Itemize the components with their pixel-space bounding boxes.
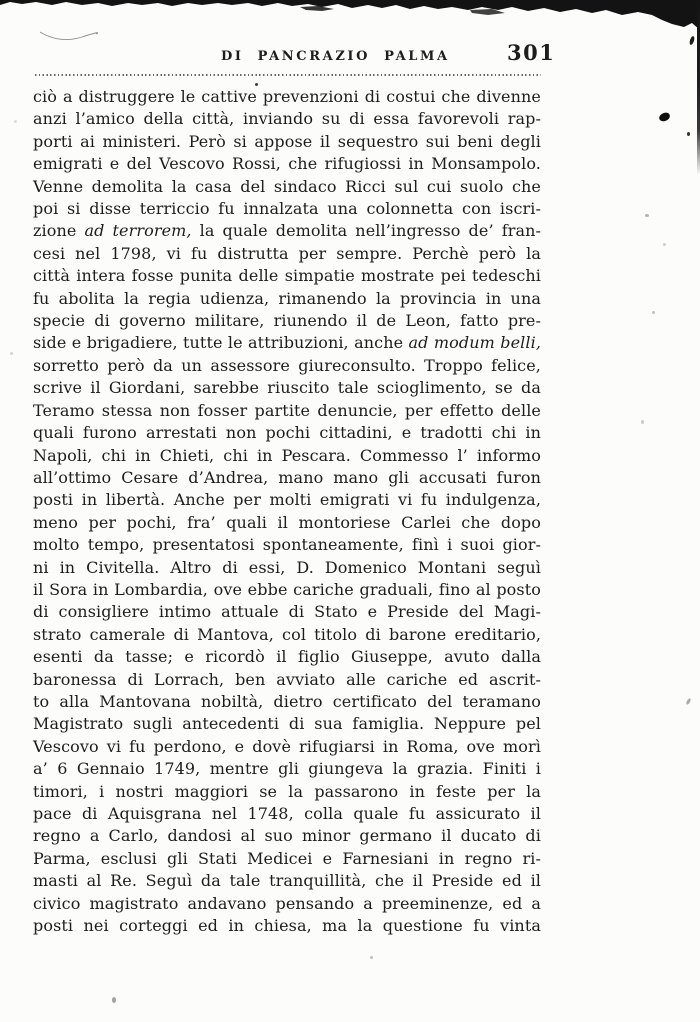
text-segment: baronessa di Lorrach, ben avviato alle cariche ed ascrit- (33, 669, 541, 689)
text-segment: quali furono arrestati non pochi cittadini, e tradotti chi in (33, 423, 541, 443)
text-segment: fu abolita la regia udienza, rimanendo la provincia in una (33, 288, 541, 308)
page-number: 301 (507, 40, 556, 65)
text-segment: posti nei corteggi ed in chiesa, ma la questione fu vinta (33, 916, 541, 936)
text-line (33, 131, 541, 153)
text-segment: Teramo stessa non fosser partite denuncie, per effetto delle (33, 400, 541, 420)
text-segment: all’ottimo Cesare d’Andrea, mano mano gli accusati furon (33, 467, 541, 487)
text-line (33, 377, 541, 399)
text-segment: Vescovo vi fu perdono, e dovè rifugiarsi in Roma, ove morì (33, 736, 541, 756)
text-segment: porti ai ministeri. Però si appose il sequestro sui beni degli (33, 131, 541, 151)
text-line (33, 781, 541, 803)
scan-artifact-hair-mark (38, 24, 98, 48)
text-line (33, 86, 541, 108)
ink-speck (641, 420, 644, 424)
text-line (33, 422, 541, 444)
text-line (33, 445, 541, 467)
text-line (33, 467, 541, 489)
text-line (33, 220, 541, 242)
text-line (33, 691, 541, 713)
text-line (33, 669, 541, 691)
text-segment: timori, i nostri maggiori se la passarono in feste per la (33, 781, 541, 801)
body-text (33, 86, 541, 937)
text-segment: poi si disse terriccio fu innalzata una colonnetta con iscri- (33, 199, 541, 219)
text-segment: emigrati e del Vescovo Rossi, che rifugiossi in Monsampolo. (33, 154, 541, 174)
italic-text-segment: ad modum belli, (408, 333, 542, 353)
text-line (33, 557, 541, 579)
ink-speck (658, 112, 671, 122)
text-line (33, 176, 541, 198)
text-segment: la quale demolita nell’ingresso de’ fran- (191, 221, 542, 241)
text-segment: scrive il Giordani, sarebbe riuscito tale scioglimento, se da (33, 378, 541, 398)
text-line (33, 198, 541, 220)
ink-speck (14, 120, 17, 123)
text-line (33, 400, 541, 422)
running-header-title: DI PANCRAZIO PALMA (221, 49, 450, 64)
text-line (33, 310, 541, 332)
text-segment: Napoli, chi in Chieti, chi in Pescara. Commesso l’ informo (33, 445, 541, 465)
text-line (33, 870, 541, 892)
ink-speck (686, 698, 692, 706)
text-line (33, 512, 541, 534)
text-line (33, 803, 541, 825)
ink-speck (689, 36, 696, 46)
text-segment: di consigliere intimo attuale di Stato e Preside del Magi- (33, 602, 541, 622)
text-segment: il Sora in Lombardia, ove ebbe cariche graduali, fino al posto (33, 579, 541, 599)
text-segment: masti al Re. Seguì da tale tranquillità, che il Preside ed il (33, 871, 541, 891)
text-segment: Parma, esclusi gli Stati Medicei e Farnesiani in regno ri- (33, 848, 541, 868)
text-line (33, 153, 541, 175)
ink-speck (10, 352, 13, 355)
text-line (33, 579, 541, 601)
text-line (33, 355, 541, 377)
italic-text-segment: ad terrorem, (84, 221, 192, 241)
text-segment: meno per pochi, fra’ quali il montoriese Carlei che dopo (33, 512, 541, 532)
ink-speck (370, 956, 373, 959)
ink-speck (652, 311, 655, 314)
text-segment: Magistrato sugli antecedenti di sua famiglia. Neppure pel (33, 714, 541, 734)
text-line (33, 736, 541, 758)
text-segment: molto tempo, presentatosi spontaneamente, finì i suoi gior- (33, 535, 541, 555)
text-segment: zione (33, 221, 85, 241)
text-line (33, 915, 541, 937)
text-line (33, 848, 541, 870)
text-segment: side e brigadiere, tutte le attribuzioni, anche (33, 333, 409, 353)
text-segment: sorretto però da un assessore giureconsulto. Troppo felice, (33, 355, 541, 375)
text-line (33, 825, 541, 847)
text-line (33, 265, 541, 287)
text-line (33, 624, 541, 646)
text-line (33, 288, 541, 310)
text-segment: esenti da tasse; e ricordò il figlio Giuseppe, avuto dalla (33, 647, 541, 667)
scan-artifact-top-band (0, 0, 700, 34)
text-segment: ciò a distruggere le cattive prevenzioni di costui che divenne (33, 87, 541, 106)
text-line (33, 332, 541, 354)
text-segment: a’ 6 Gennaio 1749, mentre gli giungeva la grazia. Finiti i (33, 759, 541, 779)
text-line (33, 243, 541, 265)
ink-speck (663, 243, 666, 246)
text-line (33, 601, 541, 623)
text-segment: specie di governo militare, riunendo il de Leon, fatto pre- (33, 311, 541, 331)
text-segment: ni in Civitella. Altro di essi, D. Domenico Montani seguì (33, 557, 541, 577)
text-segment: strato camerale di Mantova, col titolo di barone ereditario, (33, 624, 541, 644)
text-segment: posti in libertà. Anche per molti emigrati vi fu indulgenza, (33, 490, 541, 510)
text-segment: cesi nel 1798, vi fu distrutta per sempre. Perchè però la (33, 243, 541, 263)
text-segment: regno a Carlo, dandosi al suo minor germano il ducato di (33, 826, 541, 846)
text-segment: Venne demolita la casa del sindaco Ricci sul cui suolo che (33, 176, 541, 196)
text-segment: to alla Mantovana nobiltà, dietro certificato del teramano (33, 691, 541, 711)
text-line (33, 713, 541, 735)
text-line (33, 758, 541, 780)
text-line (33, 893, 541, 915)
text-line (33, 489, 541, 511)
text-line (33, 108, 541, 130)
text-segment: civico magistrato andavano pensando a preeminenze, ed a (33, 893, 541, 913)
ink-speck (645, 214, 649, 217)
header-divider-dotted-rule (35, 74, 541, 76)
text-line (33, 646, 541, 668)
ink-speck (687, 132, 690, 136)
ink-speck (112, 997, 116, 1003)
text-line (33, 534, 541, 556)
text-segment: città intera fosse punita delle simpatie mostrate pei tedeschi (33, 266, 541, 286)
text-segment: anzi l’amico della città, inviando su di essa favorevoli rap- (33, 109, 541, 129)
text-segment: pace di Aquisgrana nel 1748, colla quale fu assicurato il (33, 804, 541, 823)
